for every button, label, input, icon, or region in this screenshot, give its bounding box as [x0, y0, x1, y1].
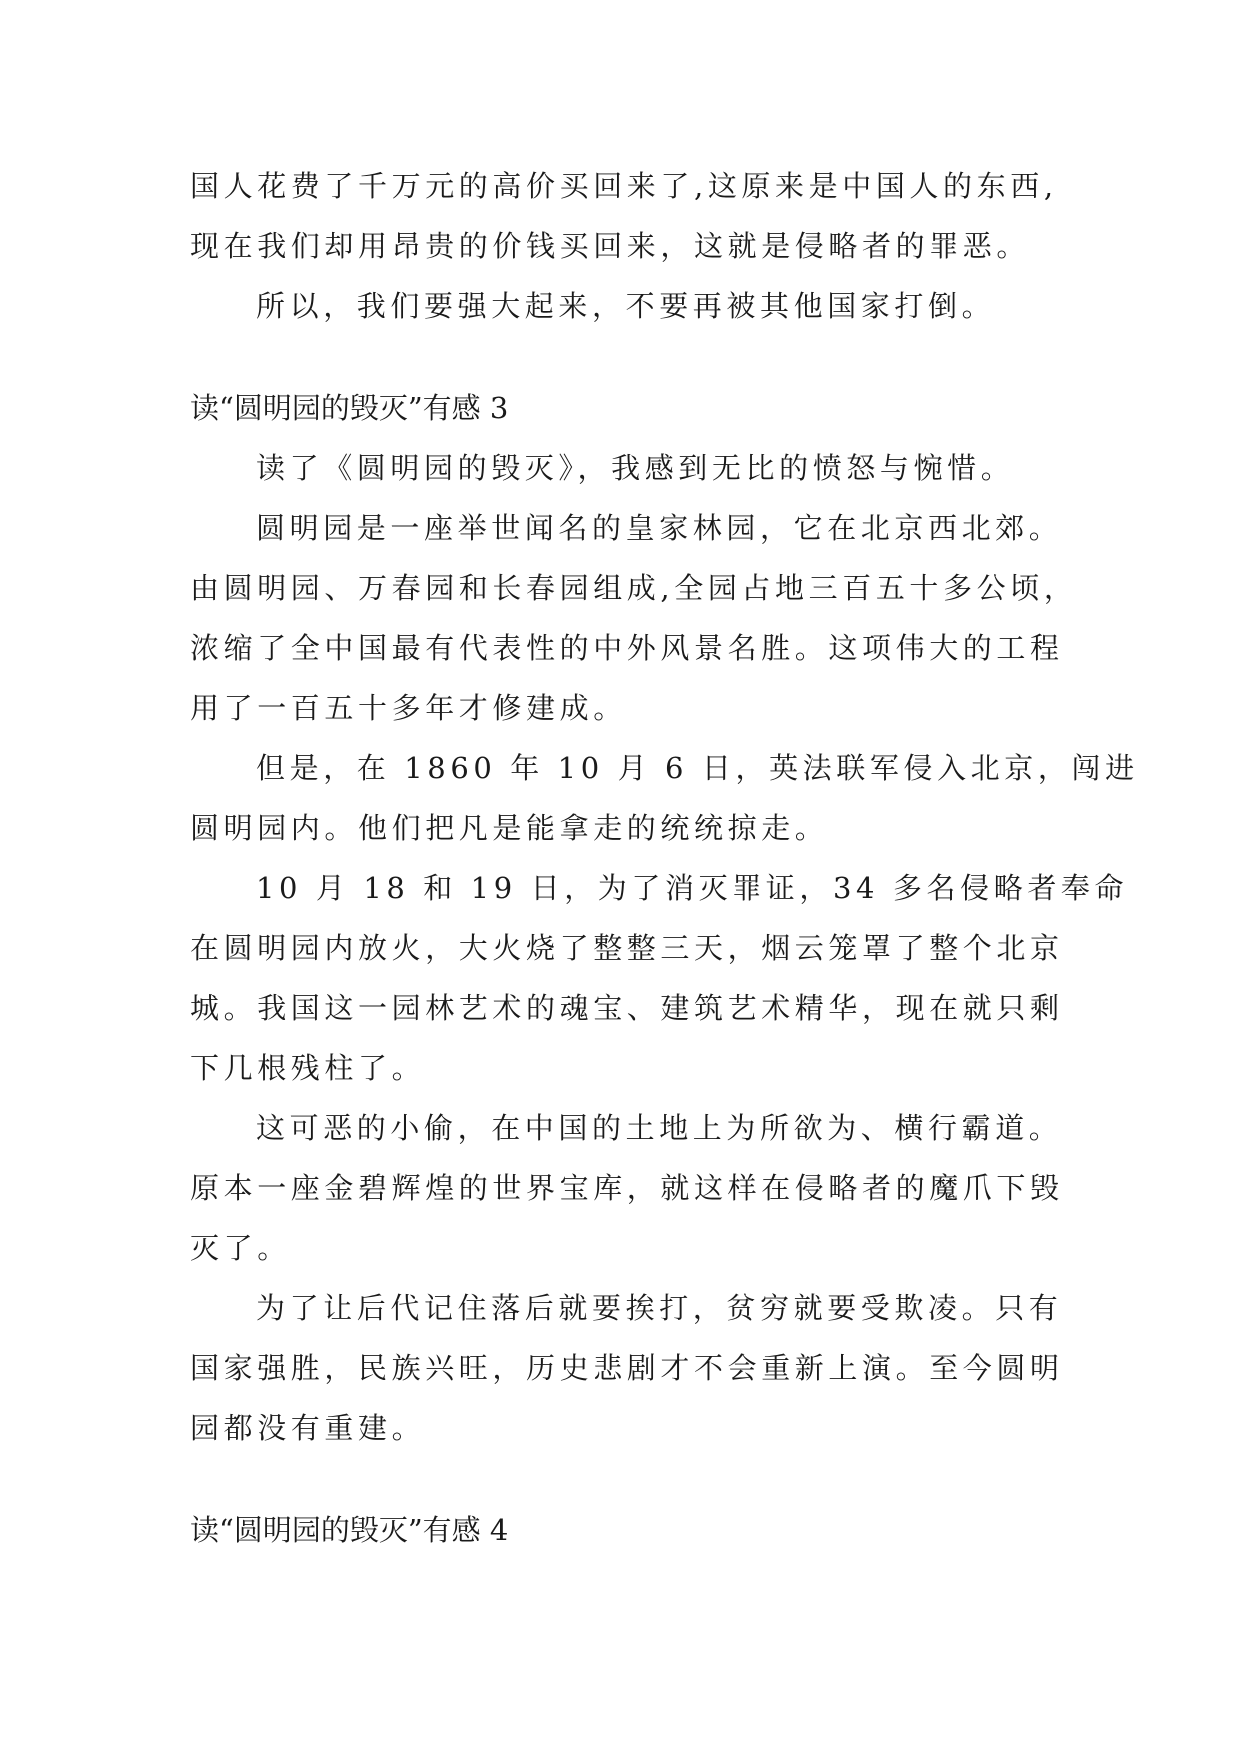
text-line: 下几根残柱了。 — [190, 1051, 426, 1085]
text-line: 圆明园内。他们把凡是能拿走的统统掠走。 — [190, 811, 829, 845]
text-line: 用了一百五十多年才修建成。 — [190, 691, 627, 725]
text-line: 10 月 18 和 19 日，为了消灭罪证，34 多名侵略者奉命 — [256, 871, 1129, 905]
text-line: 园都没有重建。 — [190, 1411, 426, 1445]
text-line: 但是，在 1860 年 10 月 6 日，英法联军侵入北京，闯进 — [256, 751, 1139, 785]
text-line: 所以，我们要强大起来，不要再被其他国家打倒。 — [256, 289, 996, 323]
text-line: 读了《圆明园的毁灭》，我感到无比的愤怒与惋惜。 — [256, 451, 1015, 485]
text-line: 国家强胜，民族兴旺，历史悲剧才不会重新上演。至今圆明 — [190, 1351, 1064, 1385]
text-line: 由圆明园、万春园和长春园组成,全园占地三百五十多公顷， — [190, 571, 1078, 605]
text-line: 灭了。 — [190, 1231, 291, 1265]
text-line: 这可恶的小偷，在中国的土地上为所欲为、横行霸道。 — [256, 1111, 1063, 1145]
text-line: 为了让后代记住落后就要挨打，贫穷就要受欺凌。只有 — [256, 1291, 1063, 1325]
text-line: 国人花费了千万元的高价买回来了,这原来是中国人的东西, — [190, 169, 1058, 203]
text-line: 城。我国这一园林艺术的魂宝、建筑艺术精华，现在就只剩 — [190, 991, 1064, 1025]
text-line: 在圆明园内放火，大火烧了整整三天，烟云笼罩了整个北京 — [190, 931, 1064, 965]
text-line: 圆明园是一座举世闻名的皇家林园，它在北京西北郊。 — [256, 511, 1063, 545]
text-line: 浓缩了全中国最有代表性的中外风景名胜。这项伟大的工程 — [190, 631, 1064, 665]
text-line: 原本一座金碧辉煌的世界宝库，就这样在侵略者的魔爪下毁 — [190, 1171, 1064, 1205]
section-heading: 读“圆明园的毁灭”有感 4 — [190, 1513, 509, 1547]
section-heading: 读“圆明园的毁灭”有感 3 — [190, 391, 509, 425]
text-line: 现在我们却用昂贵的价钱买回来，这就是侵略者的罪恶。 — [190, 229, 1031, 263]
